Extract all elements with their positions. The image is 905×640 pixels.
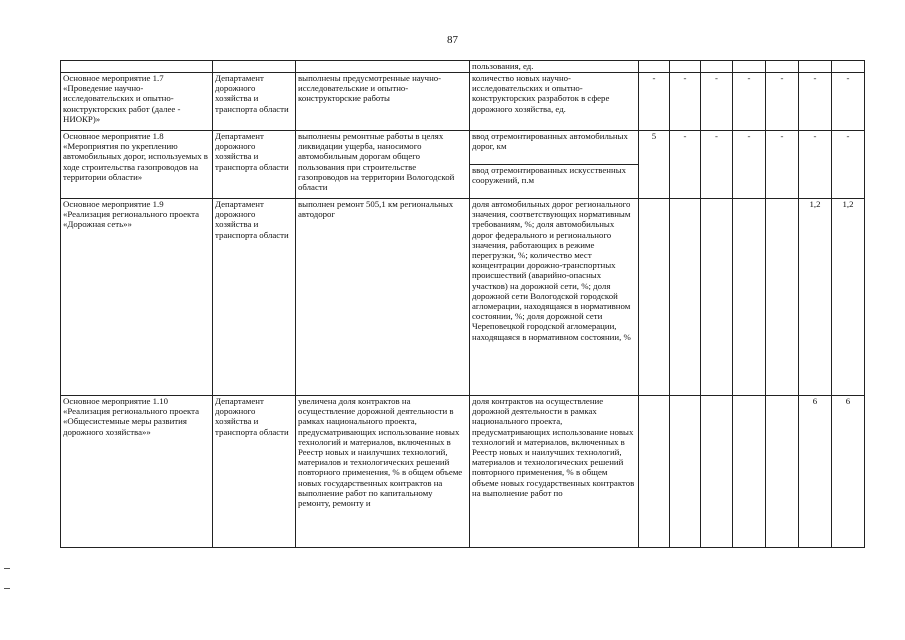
executor-cell: Департамент дорожного хозяйства и транспорта области: [213, 131, 296, 199]
indicator-cell: ввод отремонтированных искусственных сооружений, п.м: [470, 165, 639, 199]
table-row: [61, 199, 865, 396]
value-cell: [733, 199, 766, 396]
value-cell: -: [701, 73, 733, 131]
executor-cell: Департамент дорожного хозяйства и транспорта области: [213, 396, 296, 548]
value-cell: [701, 199, 733, 396]
table-row: [61, 73, 865, 131]
value-cell: [766, 199, 799, 396]
value-cell: [766, 396, 799, 548]
value-cell: -: [733, 131, 766, 199]
executor-cell: [213, 61, 296, 73]
value-cell: -: [832, 73, 865, 131]
table-row: [61, 131, 865, 165]
indicator-cell: пользования, ед.: [470, 61, 639, 73]
value-cell: 1,2: [799, 199, 832, 396]
activity-cell: Основное мероприятие 1.10 «Реализация регионального проекта «Общесистемные меры развития дорожного хозяйства»»: [61, 396, 213, 548]
value-cell: -: [670, 73, 701, 131]
value-cell: 6: [799, 396, 832, 548]
table-row: [61, 396, 865, 548]
executor-cell: Департамент дорожного хозяйства и транспорта области: [213, 199, 296, 396]
value-cell: -: [733, 73, 766, 131]
value-cell: 5: [639, 131, 670, 199]
table-row: [61, 61, 865, 73]
value-cell: -: [832, 131, 865, 199]
value-cell: [733, 396, 766, 548]
page-number: 87: [447, 34, 458, 46]
value-cell: -: [799, 131, 832, 199]
result-cell: увеличена доля контрактов на осуществление дорожной деятельности в рамках национального проекта, предусматривающих использование новых технологий и материалов, включенных в Реестр новых и наилучших технологий, материалов и технологических решений повторного применения, % в общем объеме новых государственных контрактов на выполнение работ по капитальному ремонту, ремонту и: [296, 396, 470, 548]
activity-cell: Основное мероприятие 1.7 «Проведение научно-исследовательских и опытно-конструкторских работ (далее - НИОКР)»: [61, 73, 213, 131]
activity-cell: Основное мероприятие 1.9 «Реализация регионального проекта «Дорожная сеть»»: [61, 199, 213, 396]
indicator-cell: доля автомобильных дорог регионального значения, соответствующих нормативным требованиям, %; доля автомобильных дорог федерального и регионального значения, работающих в режиме перегрузки, %; количество мест концентрации дорожно-транспортных происшествий (аварийно-опасных участков) на дорожной сети, %; доля дорожной сети Вологодской городской агломерации, находящаяся в нормативном состоянии, %; доля дорожной сети Череповецкой городской агломерации, находящаяся в нормативном состоянии, %: [470, 199, 639, 396]
value-cell: -: [766, 73, 799, 131]
executor-cell: Департамент дорожного хозяйства и транспорта области: [213, 73, 296, 131]
indicator-cell: ввод отремонтированных автомобильных дорог, км: [470, 131, 639, 165]
value-cell: [639, 396, 670, 548]
result-cell: выполнены ремонтные работы в целях ликвидации ущерба, наносимого автомобильным дорогам общего пользования при строительстве газопроводов на территории Вологодской области: [296, 131, 470, 199]
scan-margin-mark: [4, 568, 10, 569]
value-cell: -: [670, 131, 701, 199]
value-cell: -: [639, 73, 670, 131]
value-cell: 1,2: [832, 199, 865, 396]
value-cell: 6: [832, 396, 865, 548]
value-cell: -: [701, 131, 733, 199]
value-cell: [639, 199, 670, 396]
value-cell: [670, 396, 701, 548]
activity-cell: [61, 61, 213, 73]
indicator-cell: доля контрактов на осуществление дорожной деятельности в рамках национального проекта, предусматривающих использование новых технологий и материалов, включенных в Реестр новых и наилучших технологий, материалов и технологических решений повторного применения, % в общем объеме новых государственных контрактов на выполнение работ по: [470, 396, 639, 548]
result-cell: выполнены предусмотренные научно-исследовательские и опытно-конструкторские работы: [296, 73, 470, 131]
scan-margin-mark: [4, 588, 10, 589]
value-cell: [701, 396, 733, 548]
result-cell: выполнен ремонт 505,1 км региональных автодорог: [296, 199, 470, 396]
program-table: [60, 60, 865, 548]
value-cell: -: [766, 131, 799, 199]
activity-cell: Основное мероприятие 1.8 «Мероприятия по укреплению автомобильных дорог, используемых в ходе строительства газопроводов на территории области»: [61, 131, 213, 199]
value-cell: -: [799, 73, 832, 131]
result-cell: [296, 61, 470, 73]
indicator-cell: количество новых научно-исследовательских и опытно-конструкторских разработок в сфере дорожного хозяйства, ед.: [470, 73, 639, 131]
value-cell: [670, 199, 701, 396]
